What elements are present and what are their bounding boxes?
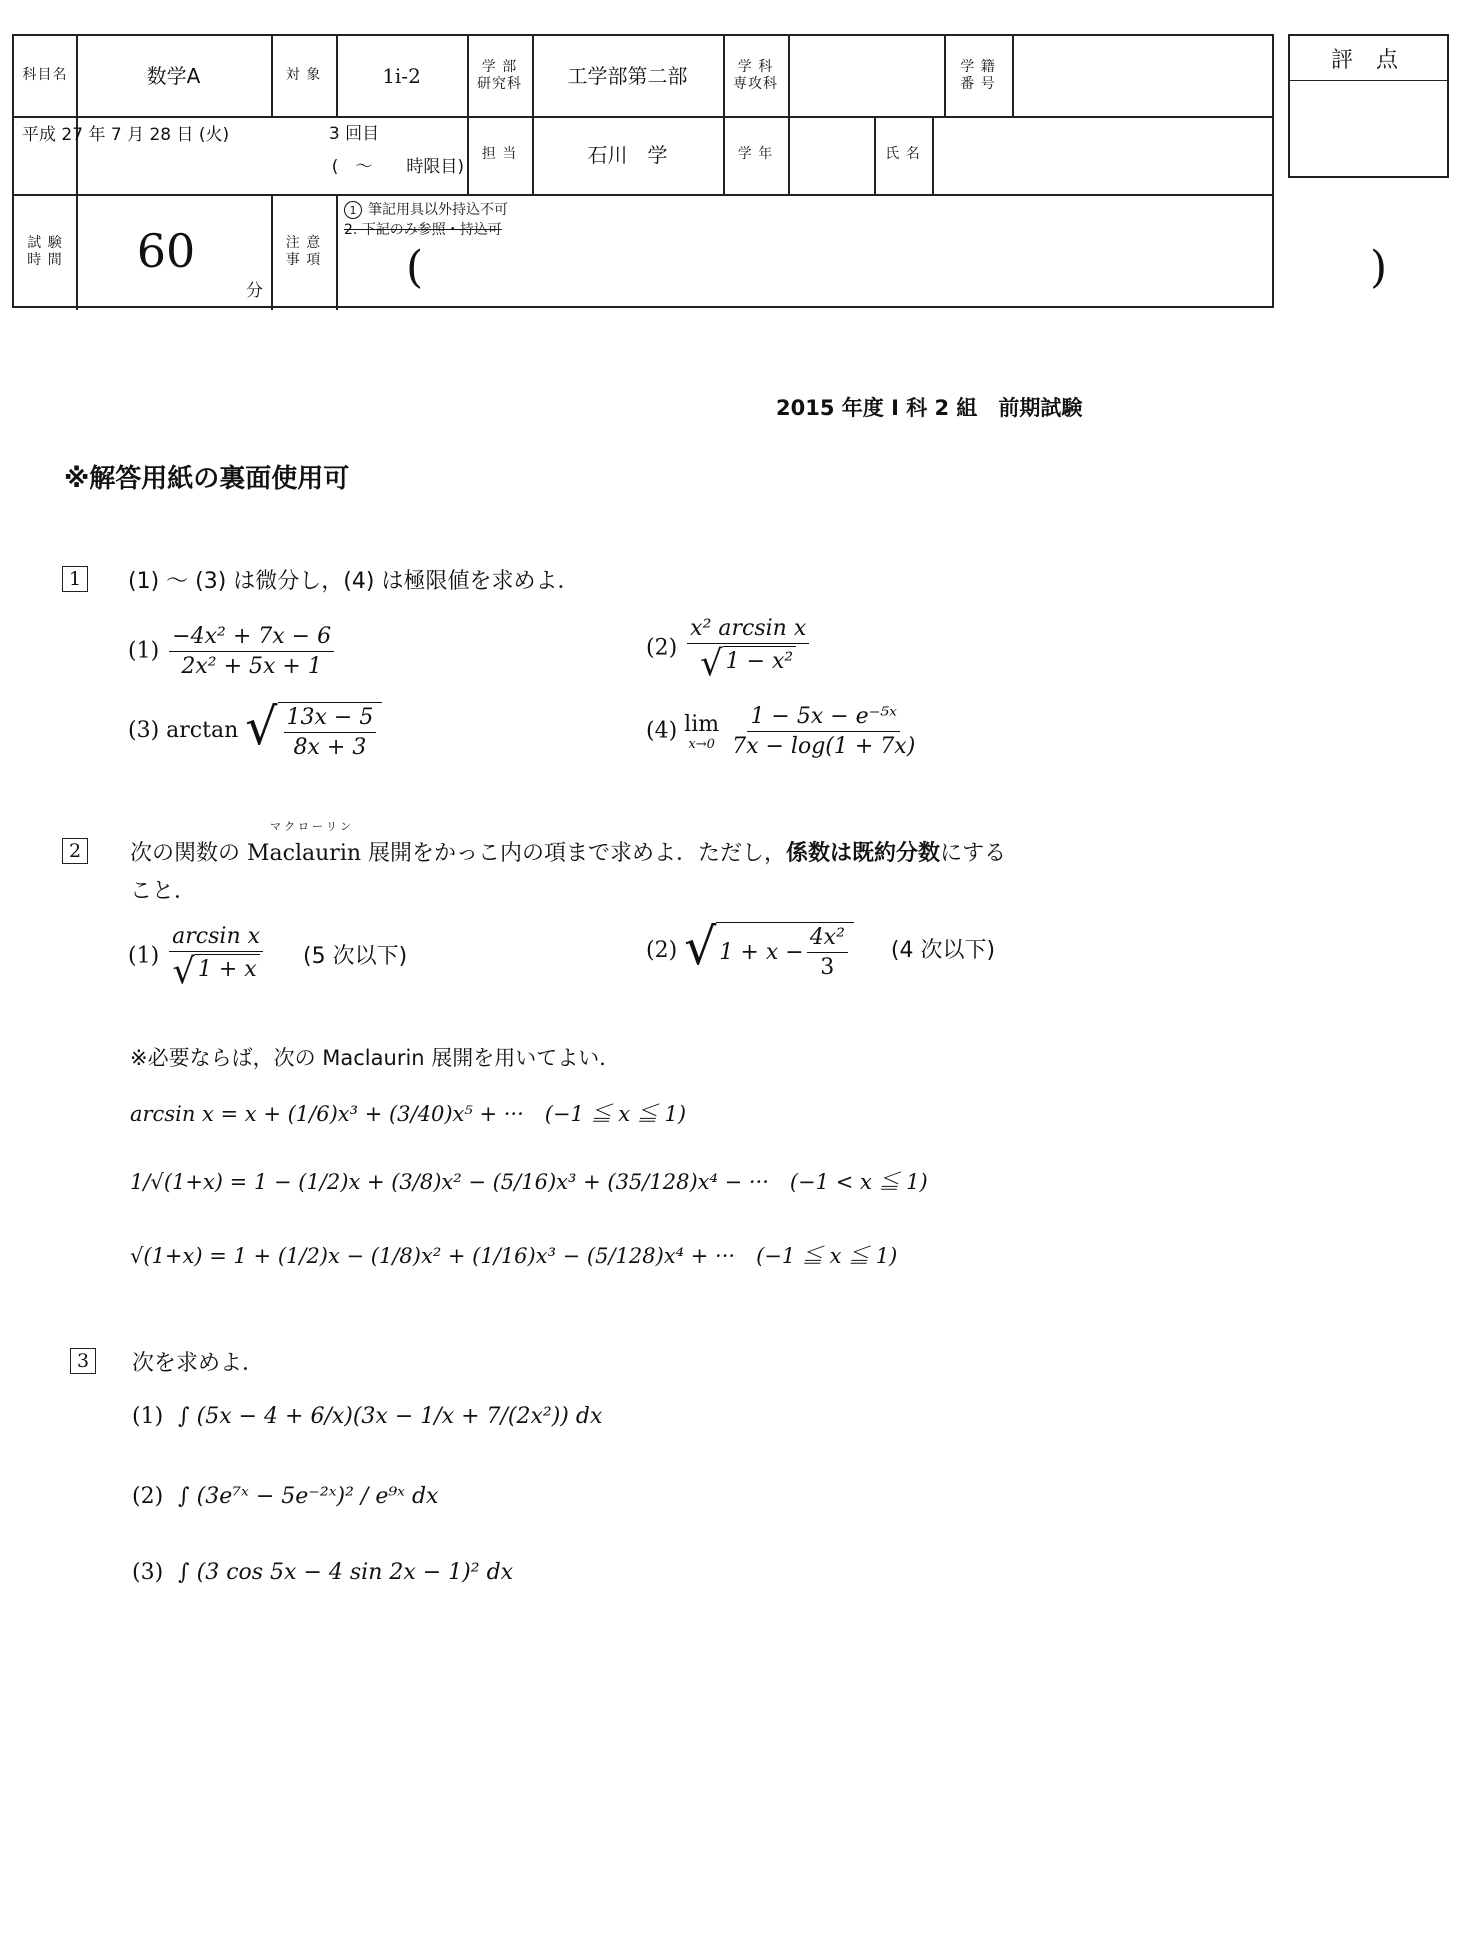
score-label: 評 点 bbox=[1290, 36, 1447, 81]
p1-q1-denominator: 2x² + 5x + 1 bbox=[181, 654, 322, 679]
p2-instr-bold: 係数は既約分数 bbox=[786, 841, 941, 866]
note-1-marker: 1 bbox=[344, 201, 362, 219]
p1-q4-numerator: 1 − 5x − e⁻⁵ˣ bbox=[747, 704, 900, 732]
p1-q4-sub: x→0 bbox=[688, 736, 715, 752]
p3-q1-label: (1) bbox=[132, 1404, 164, 1429]
p2-instr-a: 次の関数の bbox=[130, 841, 241, 866]
sqrt-icon: √ 1 − x² bbox=[700, 646, 796, 681]
p1-q4-label: (4) bbox=[646, 718, 678, 744]
target-value: 1i-2 bbox=[382, 63, 421, 88]
p1-q2-numerator: x² arcsin x bbox=[687, 616, 809, 644]
teacher-value: 石川 学 bbox=[587, 142, 668, 167]
exam-time-value: 60 bbox=[136, 224, 196, 279]
subject-label: 科目名 bbox=[22, 67, 68, 84]
p1-q1-fraction bbox=[169, 624, 334, 679]
p3-q2 bbox=[132, 1484, 438, 1509]
p1-q3 bbox=[128, 697, 382, 760]
target-label: 対 象 bbox=[285, 67, 322, 84]
period-slot: ( ～ 時限目) bbox=[331, 157, 464, 178]
note-2-struck: 2. 下記のみ参照・持込可 bbox=[344, 222, 502, 238]
p1-q4 bbox=[646, 704, 921, 759]
p3-q3 bbox=[132, 1560, 513, 1585]
p3-q1 bbox=[132, 1404, 602, 1429]
p2-q2-denominator: 3 bbox=[820, 955, 835, 980]
sqrt-icon: √ $\frac{13x - 5}{8x + 3}$ bbox=[245, 702, 382, 760]
exam-title: 2015 年度 I 科 2 組 前期試験 bbox=[776, 396, 1083, 420]
p2-instr-c: 展開をかっこ内の項まで求めよ．ただし， bbox=[368, 841, 787, 866]
p1-q3-denominator: 8x + 3 bbox=[293, 735, 367, 760]
grade-field[interactable] bbox=[788, 116, 874, 194]
p1-q1-numerator: −4x² + 7x − 6 bbox=[169, 624, 334, 652]
p2-instr-d: にする bbox=[940, 841, 1007, 866]
name-field[interactable] bbox=[932, 116, 1272, 194]
p2-q1-fraction bbox=[169, 924, 263, 992]
faculty-label-line2: 研究科 bbox=[477, 76, 522, 92]
note-1 bbox=[344, 199, 508, 219]
p3-q3-expr: ∫ (3 cos 5x − 4 sin 2x − 1)² dx bbox=[178, 1560, 514, 1585]
p2-hint-sqrt: √(1+x) = 1 + (1/2)x − (1/8)x² + (1/16)x³ − (5/128)x⁴ + ··· (−1 ≦ x ≦ 1) bbox=[130, 1244, 898, 1268]
sqrt-icon: √ 1 + x − $\frac{\text{4x²}}{3}$ bbox=[684, 922, 854, 980]
problem-3-instruction: 次を求めよ． bbox=[132, 1351, 265, 1376]
score-box bbox=[1288, 34, 1449, 178]
problem-2-number: 2 bbox=[62, 838, 88, 864]
problem-3-number: 3 bbox=[70, 1348, 96, 1374]
col-divider bbox=[336, 194, 338, 310]
p1-q4-denominator: 7x − log(1 + 7x) bbox=[732, 734, 916, 759]
exam-time-label-line1: 試 験 bbox=[27, 234, 63, 251]
note-1-text: 筆記用具以外持込不可 bbox=[368, 202, 508, 218]
p2-q1-denominator: 1 + x bbox=[195, 954, 260, 989]
sqrt-icon: √ 1 + x bbox=[172, 954, 259, 989]
p3-q2-label: (2) bbox=[132, 1484, 164, 1509]
p1-q4-limit bbox=[684, 712, 719, 752]
notes-open-paren: ( bbox=[406, 242, 424, 293]
p1-q2-label: (2) bbox=[646, 635, 678, 661]
p1-q2-fraction bbox=[687, 616, 809, 684]
student-no-field[interactable] bbox=[1012, 36, 1272, 116]
faculty-value: 工学部第二部 bbox=[567, 63, 688, 88]
subject-value: 数学A bbox=[146, 63, 201, 88]
p2-q1-note: (5 次以下) bbox=[303, 943, 408, 969]
p1-q3-numerator: 13x − 5 bbox=[284, 705, 377, 733]
p2-hint-arcsin: arcsin x = x + (1/6)x³ + (3/40)x⁵ + ··· (−1 ≦ x ≦ 1) bbox=[130, 1102, 687, 1126]
p2-q2-label: (2) bbox=[646, 938, 678, 963]
period-count: 3 回目 bbox=[328, 124, 380, 145]
student-no-label bbox=[944, 36, 1012, 116]
p2-q2-numerator: 4x² bbox=[807, 925, 848, 953]
p1-q4-fraction bbox=[729, 704, 918, 759]
dept-value-field[interactable] bbox=[788, 36, 944, 116]
p3-q2-expr: ∫ (3e⁷ˣ − 5e⁻²ˣ)² / e⁹ˣ dx bbox=[178, 1484, 439, 1509]
faculty-label bbox=[467, 36, 532, 116]
exam-date: 平成 27 年 7 月 28 日 (火) bbox=[22, 125, 230, 146]
exam-time-label-line2: 時 間 bbox=[27, 252, 63, 268]
dept-label-line2: 専攻科 bbox=[733, 76, 778, 92]
p1-q3-prefix: arctan bbox=[166, 718, 239, 743]
problem-2-instruction-line2: こと． bbox=[130, 879, 197, 904]
faculty-label-line1: 学 部 bbox=[481, 58, 518, 75]
p2-q1-numerator: arcsin x bbox=[169, 924, 263, 952]
p2-q2 bbox=[646, 917, 996, 980]
student-no-label-line2: 番 号 bbox=[960, 76, 996, 92]
p2-q2-note: (4 次以下) bbox=[890, 938, 996, 963]
p2-hint-title: ※必要ならば，次の Maclaurin 展開を用いてよい． bbox=[130, 1046, 621, 1070]
notes-label-line2: 事 項 bbox=[285, 252, 322, 268]
grade-label: 学 年 bbox=[737, 146, 774, 163]
name-label: 氏 名 bbox=[885, 146, 921, 163]
student-no-label-line1: 学 籍 bbox=[960, 58, 996, 75]
dept-label-line1: 学 科 bbox=[737, 58, 774, 75]
p1-q2-denominator: 1 − x² bbox=[723, 646, 797, 681]
p1-q2 bbox=[646, 616, 812, 684]
p2-q1-label: (1) bbox=[128, 943, 160, 969]
dept-label bbox=[723, 36, 788, 116]
p2-q2-expr: 1 + x − bbox=[719, 940, 804, 965]
problem-1-instruction: (1) ～ (3) は微分し，(4) は極限値を求めよ． bbox=[128, 569, 580, 594]
p2-hint-inv-sqrt: 1/√(1+x) = 1 − (1/2)x + (3/8)x² − (5/16)x³ + (35/128)x⁴ − ··· (−1 < x ≦ 1) bbox=[130, 1170, 928, 1194]
back-side-notice: ※解答用紙の裏面使用可 bbox=[64, 464, 350, 494]
col-divider bbox=[1272, 36, 1274, 194]
p1-q4-lim: lim bbox=[684, 711, 720, 737]
p3-q3-label: (3) bbox=[132, 1560, 164, 1585]
problem-2-instruction bbox=[130, 836, 1006, 867]
p1-q3-fraction bbox=[284, 705, 377, 760]
p2-instr-b: Maclaurin bbox=[247, 841, 362, 866]
p1-q1-label: (1) bbox=[128, 638, 160, 664]
p2-q2-fraction bbox=[807, 925, 848, 980]
p1-q3-label: (3) bbox=[128, 718, 160, 743]
notes-close-paren: ) bbox=[1370, 242, 1388, 293]
teacher-label: 担 当 bbox=[481, 146, 518, 163]
p3-q1-expr: ∫ (5x − 4 + 6/x)(3x − 1/x + 7/(2x²)) dx bbox=[178, 1404, 603, 1429]
notes-label-line1: 注 意 bbox=[285, 234, 322, 251]
p1-q1 bbox=[128, 624, 337, 679]
p2-q1 bbox=[128, 924, 408, 992]
problem-1-number: 1 bbox=[62, 566, 88, 592]
notes-label bbox=[271, 194, 336, 310]
exam-time-label bbox=[14, 194, 76, 310]
maclaurin-ruby: マクローリン bbox=[270, 820, 354, 833]
exam-time-unit: 分 bbox=[246, 281, 263, 301]
